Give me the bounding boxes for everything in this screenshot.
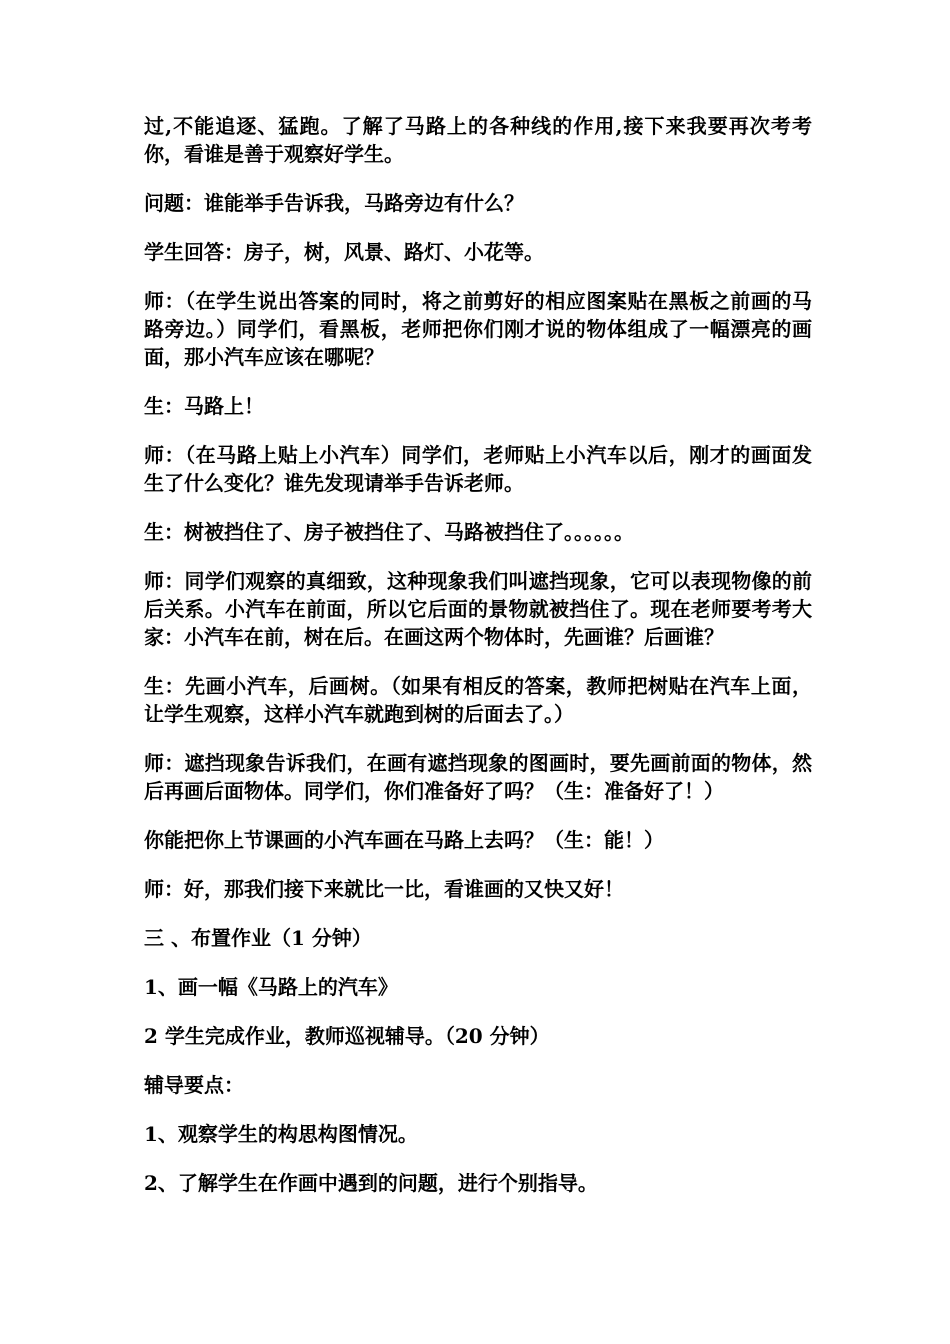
homework-item-1: 1、画一幅《马路上的汽车》: [144, 975, 398, 999]
paragraph-7: 生：树被挡住了、房子被挡住了、马路被挡住了。。。。。。: [144, 520, 634, 544]
homework-item-2: 2 学生完成作业，教师巡视辅导。（20 分钟）: [144, 1024, 550, 1048]
paragraph-5: 生：马路上！: [144, 394, 264, 418]
paragraph-4: 师：（在学生说出答案的同时，将之前剪好的相应图案贴在黑板之前画的马路旁边。）同学们，看黑板，老师把你们刚才说的物体组成了一幅漂亮的画面，那小汽车应该在哪呢？: [144, 289, 812, 369]
guidance-item-1: 1、观察学生的构思构图情况。: [144, 1122, 418, 1146]
paragraph-11: 你能把你上节课画的小汽车画在马路上去吗？（生：能！）: [144, 828, 664, 852]
guidance-heading: 辅导要点：: [144, 1073, 244, 1097]
document-page: [144, 112, 812, 1218]
paragraph-12: 师：好，那我们接下来就比一比，看谁画的又快又好！: [144, 877, 624, 901]
paragraph-9: 生：先画小汽车，后画树。（如果有相反的答案，教师把树贴在汽车上面，让学生观察，这样小汽车就跑到树的后面去了。）: [144, 674, 812, 726]
paragraph-10: 师：遮挡现象告诉我们，在画有遮挡现象的图画时，要先画前面的物体，然后再画后面物体。同学们，你们准备好了吗？（生：准备好了！）: [144, 751, 812, 803]
guidance-item-2: 2、了解学生在作画中遇到的问题，进行个别指导。: [144, 1171, 598, 1195]
paragraph-6: 师：（在马路上贴上小汽车）同学们，老师贴上小汽车以后，刚才的画面发生了什么变化？谁先发现请举手告诉老师。: [144, 443, 812, 495]
paragraph-2: 问题：谁能举手告诉我，马路旁边有什么？: [144, 191, 524, 215]
paragraph-3: 学生回答：房子，树，风景、路灯、小花等。: [144, 240, 544, 264]
section-heading: 三 、布置作业（1 分钟）: [144, 926, 372, 950]
paragraph-1: 过,不能追逐、猛跑。了解了马路上的各种线的作用,接下来我要再次考考你，看谁是善于观察好学生。: [144, 114, 812, 166]
paragraph-8: 师：同学们观察的真细致，这种现象我们叫遮挡现象，它可以表现物像的前后关系。小汽车在前面，所以它后面的景物就被挡住了。现在老师要考考大家：小汽车在前，树在后。在画这两个物体时，先画谁？后画谁？: [144, 569, 812, 649]
